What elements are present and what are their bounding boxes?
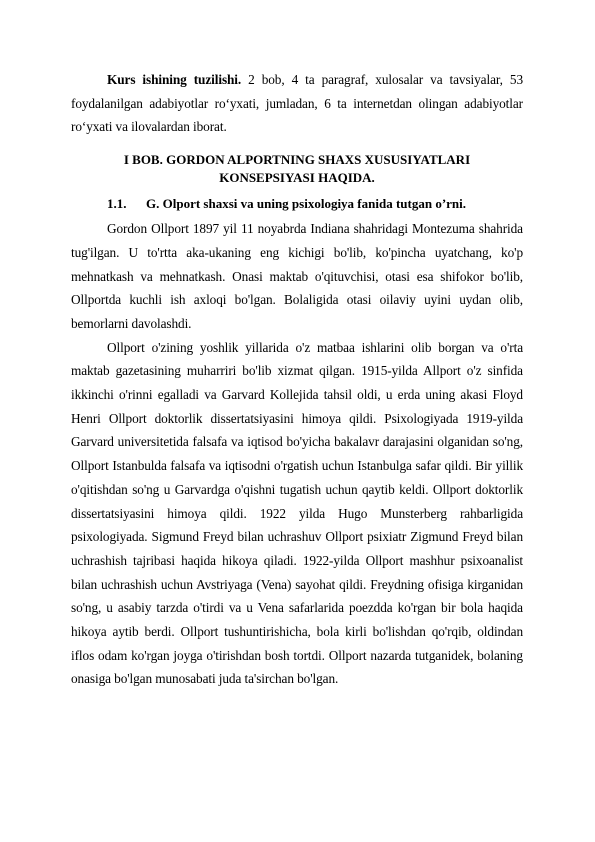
chapter-heading-line-1: I BOB. GORDON ALPORTNING SHAXS XUSUSIYATLARI — [123, 152, 471, 168]
intro-lead: Kurs ishining tuzilishi. — [107, 72, 242, 87]
chapter-heading — [71, 151, 523, 187]
intro-paragraph — [71, 68, 523, 139]
section-title: G. Olport shaxsi va uning psixologiya fanida tutgan o’rni. — [146, 196, 467, 212]
intro-text: 2 bob, 4 ta paragraf, xulosalar va tavsiyalar, 53 foydalanilgan adabiyotlar ro‘yxati, jumladan, 6 ta internetdan olingan adabiyotlar ro‘yxati va ilovalardan iborat. — [71, 72, 523, 135]
body-paragraph-2: Ollport o'zining yoshlik yillarida o'z matbaa ishlarini olib borgan va o'rta maktab gazetasining muharriri bo'lib xizmat qilgan. 1915-yilda Allport o'z sinfida ikkinchi o'rinni egalladi va Garvard Kollejida tahsil oldi, u erda uning akasi Floyd Henri Ollport doktorlik dissertatsiyasini himoya qildi. Psixologiyada 1919-yilda Garvard universitetida falsafa va iqtisod bo'yicha bakalavr darajasini olganidan so'ng, Ollport Istanbulda falsafa va iqtisodni o'rgatish uchun Istanbulga safar qildi. Bir yillik o'qitishdan so'ng u Garvardga o'qishni tugatish uchun qaytib keldi. Ollport doktorlik dissertatsiyasini himoya qildi. 1922 yilda Hugo Munsterberg rahbarligida psixologiyada. Sigmund Freyd bilan uchrashuv Ollport psixiatr Zigmund Freyd bilan uchrashish tajribasi haqida hikoya qiladi. 1922-yilda Ollport mashhur psixoanalist bilan uchrashish uchun Avstriyaga (Vena) sayohat qildi. Freydning ofisiga kirganidan so'ng, u asabiy tarzda o'tirdi va u Vena safarlarida poezdda ko'rgan bir bola haqida hikoya aytib berdi. Ollport tushuntirishicha, bola kirli bo'lishdan qo'rqib, oldindan iflos odam ko'rgan joyga o'tirishdan bosh tortdi. Ollport nazarda tutganidek, bolaning onasiga bo'lgan munosabati juda ta'sirchan bo'lgan. — [71, 339, 523, 687]
page-content — [71, 68, 523, 691]
chapter-heading-line-2: KONSEPSIYASI HAQIDA. — [219, 170, 375, 186]
section-number: 1.1. — [107, 196, 127, 212]
section-heading — [71, 195, 523, 213]
body-paragraph-1: Gordon Ollport 1897 yil 11 noyabrda Indiana shahridagi Montezuma shahrida tug'ilgan. U to'rtta aka-ukaning eng kichigi bo'lib, ko'pincha uyatchang, ko'p mehnatkash va mehnatkash. Onasi maktab o'qituvchisi, otasi esa shifokor bo'lib, Ollportda kuchli ish axloqi bo'lgan. Bolaligida otasi oilaviy uyini uydan olib, bemorlarni davolashdi. — [71, 221, 523, 331]
